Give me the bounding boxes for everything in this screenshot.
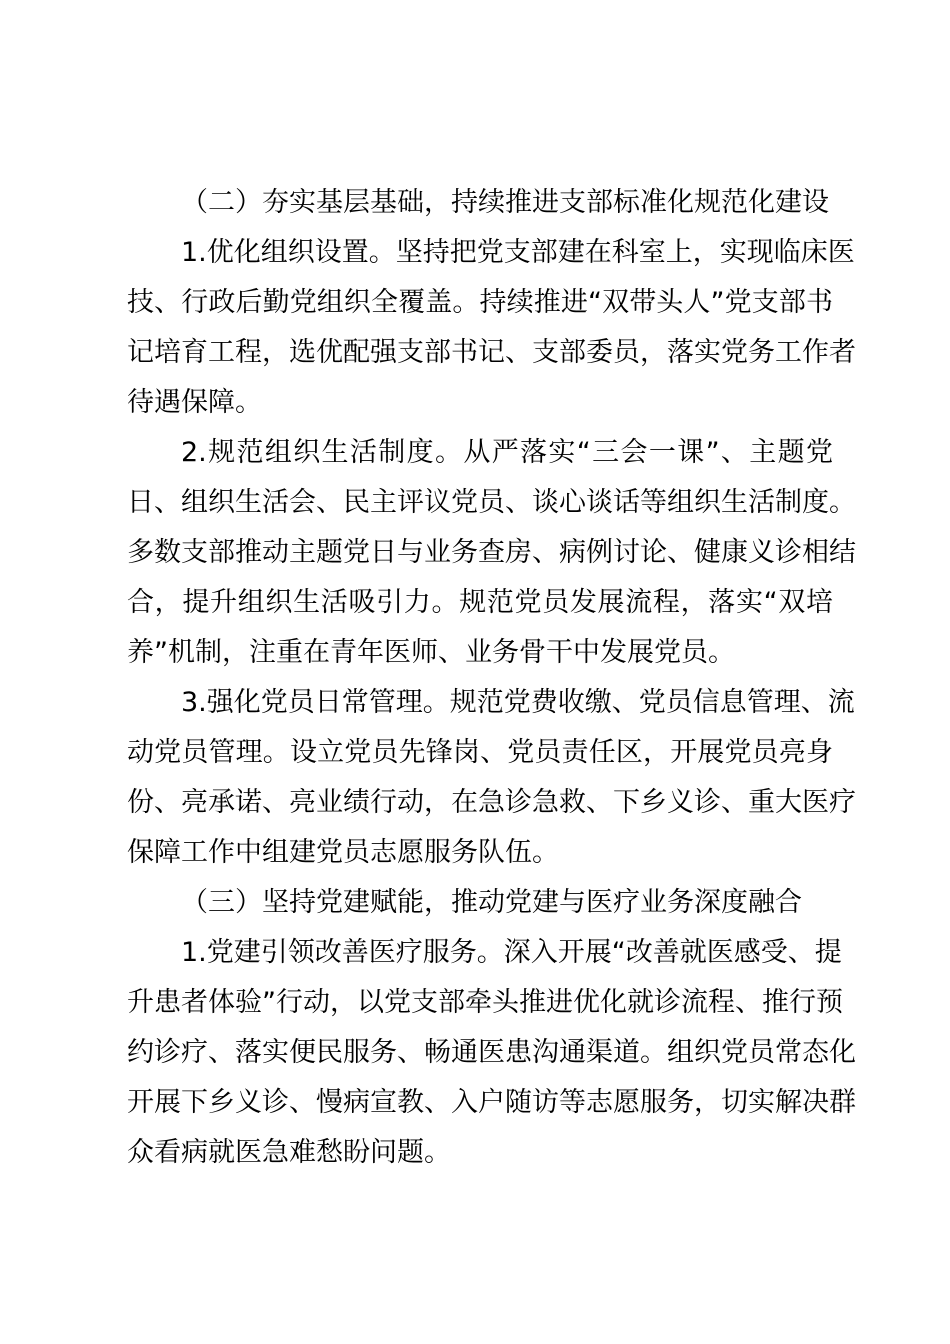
- paragraph-line: 1.党建引领改善医疗服务。深入开展“改善就医感受、提: [181, 937, 842, 968]
- paragraph-line: 保障工作中组建党员志愿服务队伍。: [127, 837, 559, 868]
- paragraph-line: 养”机制，注重在青年医师、业务骨干中发展党员。: [127, 637, 735, 668]
- paragraph-line: 3.强化党员日常管理。规范党费收缴、党员信息管理、流: [181, 687, 855, 718]
- section-heading-2: （二）夯实基层基础，持续推进支部标准化规范化建设: [181, 187, 829, 218]
- paragraph-3-1: [127, 928, 856, 1178]
- section-heading-3: （三）坚持党建赋能，推动党建与医疗业务深度融合: [181, 887, 802, 918]
- paragraph-line: 2.规范组织生活制度。从严落实“三会一课”、主题党: [181, 437, 833, 468]
- paragraph-line: 动党员管理。设立党员先锋岗、党员责任区，开展党员亮身: [127, 737, 833, 768]
- paragraph-line: 日、组织生活会、民主评议党员、谈心谈话等组织生活制度。: [127, 487, 856, 518]
- paragraph-line: 技、行政后勤党组织全覆盖。持续推进“双带头人”党支部书: [127, 287, 833, 318]
- paragraph-2-3: [127, 678, 856, 878]
- paragraph-line: 1.优化组织设置。坚持把党支部建在科室上，实现临床医: [181, 237, 855, 268]
- paragraph-line: 众看病就医急难愁盼问题。: [127, 1137, 451, 1168]
- paragraph-line: 合，提升组织生活吸引力。规范党员发展流程，落实“双培: [127, 587, 833, 618]
- paragraph-line: 开展下乡义诊、慢病宣教、入户随访等志愿服务，切实解决群: [127, 1087, 856, 1118]
- paragraph-line: 约诊疗、落实便民服务、畅通医患沟通渠道。组织党员常态化: [127, 1037, 856, 1068]
- paragraph-line: 待遇保障。: [127, 387, 262, 418]
- paragraph-2-1: [127, 228, 856, 428]
- paragraph-line: 升患者体验”行动，以党支部牵头推进优化就诊流程、推行预: [127, 987, 843, 1018]
- document-body: [127, 178, 856, 1178]
- paragraph-line: 记培育工程，选优配强支部书记、支部委员，落实党务工作者: [127, 337, 856, 368]
- paragraph-line: 份、亮承诺、亮业绩行动，在急诊急救、下乡义诊、重大医疗: [127, 787, 856, 818]
- paragraph-2-2: [127, 428, 856, 678]
- paragraph-line: 多数支部推动主题党日与业务查房、病例讨论、健康义诊相结: [127, 537, 856, 568]
